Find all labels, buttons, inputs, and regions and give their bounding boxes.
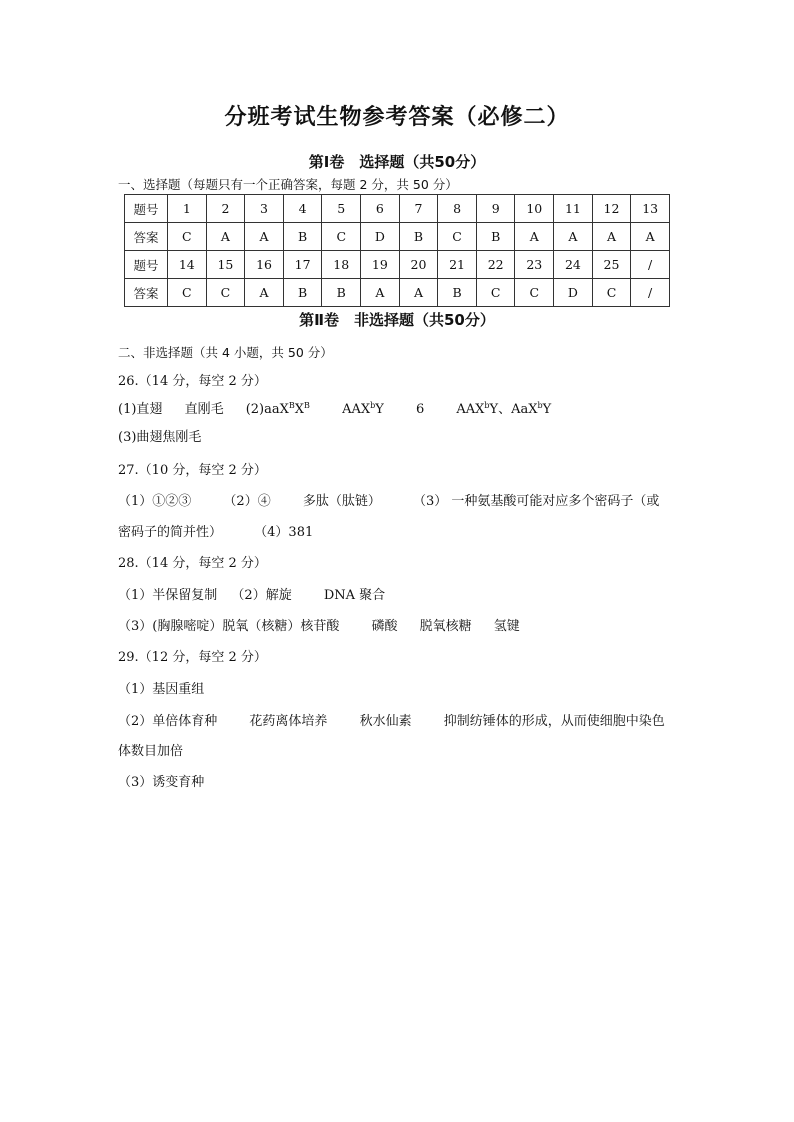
table-cell: 2 xyxy=(206,195,245,223)
table-cell: 19 xyxy=(361,251,400,279)
q29-line1: （1）基因重组 xyxy=(118,682,205,697)
table-cell: 16 xyxy=(245,251,284,279)
q29-line4: （3）诱变育种 xyxy=(118,775,205,790)
table-cell: B xyxy=(399,223,438,251)
table-cell: A xyxy=(206,223,245,251)
table-cell: A xyxy=(245,223,284,251)
answer-table xyxy=(124,194,670,307)
q28-line2: （3）(胸腺嘧啶）脱氧（核糖）核苷酸 磷酸 脱氧核糖 氢键 xyxy=(118,619,520,634)
table-cell: A xyxy=(399,279,438,307)
table-cell: C xyxy=(438,223,477,251)
table-cell: C xyxy=(515,279,554,307)
table-cell: 4 xyxy=(283,195,322,223)
section1-part-label: 一、选择题（每题只有一个正确答案，每题 2 分，共 50 分） xyxy=(118,177,458,192)
q29-line3: 体数目加倍 xyxy=(118,744,184,759)
table-cell: B xyxy=(283,223,322,251)
table-cell: B xyxy=(476,223,515,251)
table-cell: 3 xyxy=(245,195,284,223)
table-cell: C xyxy=(168,223,207,251)
table-cell: A xyxy=(631,223,670,251)
q26-ans-1: (1)直翅 xyxy=(118,402,163,417)
table-cell: 11 xyxy=(554,195,593,223)
table-cell: 23 xyxy=(515,251,554,279)
table-cell: 10 xyxy=(515,195,554,223)
table-cell: C xyxy=(592,279,631,307)
table-row xyxy=(125,223,670,251)
table-cell: 5 xyxy=(322,195,361,223)
table-row xyxy=(125,279,670,307)
table-cell: 9 xyxy=(476,195,515,223)
table-cell: 12 xyxy=(592,195,631,223)
q28-header: 28.（14 分，每空 2 分） xyxy=(118,556,267,571)
q29-line2: （2）单倍体育种 花药离体培养 秋水仙素 抑制纺锤体的形成，从而使细胞中染色 xyxy=(118,714,665,729)
table-cell: D xyxy=(361,223,400,251)
table-row xyxy=(125,251,670,279)
page-title: 分班考试生物参考答案（必修二） xyxy=(224,104,570,130)
q28-line1: （1）半保留复制 （2）解旋 DNA 聚合 xyxy=(118,588,386,603)
table-cell: A xyxy=(515,223,554,251)
row-label: 答案 xyxy=(125,223,168,251)
section2-heading: 第Ⅱ卷 非选择题（共50分） xyxy=(299,311,495,329)
table-cell: C xyxy=(476,279,515,307)
table-cell: 7 xyxy=(399,195,438,223)
q26-header: 26.（14 分，每空 2 分） xyxy=(118,374,267,389)
section1-heading: 第Ⅰ卷 选择题（共50分） xyxy=(308,153,486,171)
table-row xyxy=(125,195,670,223)
q26-ans-2: 直刚毛 xyxy=(184,402,224,417)
table-cell: 14 xyxy=(168,251,207,279)
table-cell: 6 xyxy=(361,195,400,223)
q26-ans-3: $(2)aaX^BX^B$ xyxy=(245,401,310,417)
q27-line1: （1）①②③ （2）④ 多肽（肽链） （3） 一种氨基酸可能对应多个密码子（或 xyxy=(118,494,660,509)
table-cell: 15 xyxy=(206,251,245,279)
q27-header: 27.（10 分，每空 2 分） xyxy=(118,463,267,478)
section2-part-label: 二、非选择题（共 4 小题，共 50 分） xyxy=(118,345,333,360)
table-cell: 21 xyxy=(438,251,477,279)
table-cell: / xyxy=(631,251,670,279)
table-cell: 8 xyxy=(438,195,477,223)
table-cell: C xyxy=(168,279,207,307)
q26-line2: (3)曲翅焦刚毛 xyxy=(118,430,202,445)
table-cell: A xyxy=(592,223,631,251)
table-cell: / xyxy=(631,279,670,307)
row-label: 题号 xyxy=(125,251,168,279)
q26-ans-5: 6 xyxy=(415,402,425,417)
table-cell: 20 xyxy=(399,251,438,279)
table-cell: B xyxy=(283,279,322,307)
table-cell: C xyxy=(322,223,361,251)
table-cell: A xyxy=(245,279,284,307)
table-cell: D xyxy=(554,279,593,307)
table-cell: B xyxy=(322,279,361,307)
q26-line1 xyxy=(118,398,551,417)
table-cell: 13 xyxy=(631,195,670,223)
q26-ans-4: AAX$^b$Y xyxy=(342,401,384,417)
table-cell: 18 xyxy=(322,251,361,279)
q26-ans-6: AAX$^b$Y、AaX$^b$Y xyxy=(456,401,552,417)
table-cell: C xyxy=(206,279,245,307)
q29-header: 29.（12 分，每空 2 分） xyxy=(118,650,267,665)
table-cell: 22 xyxy=(476,251,515,279)
row-label: 答案 xyxy=(125,279,168,307)
table-cell: 24 xyxy=(554,251,593,279)
row-label: 题号 xyxy=(125,195,168,223)
q27-line2: 密码子的简并性） （4）381 xyxy=(118,525,314,540)
table-cell: A xyxy=(361,279,400,307)
table-cell: 1 xyxy=(168,195,207,223)
table-cell: 17 xyxy=(283,251,322,279)
table-cell: 25 xyxy=(592,251,631,279)
table-cell: A xyxy=(554,223,593,251)
table-cell: B xyxy=(438,279,477,307)
